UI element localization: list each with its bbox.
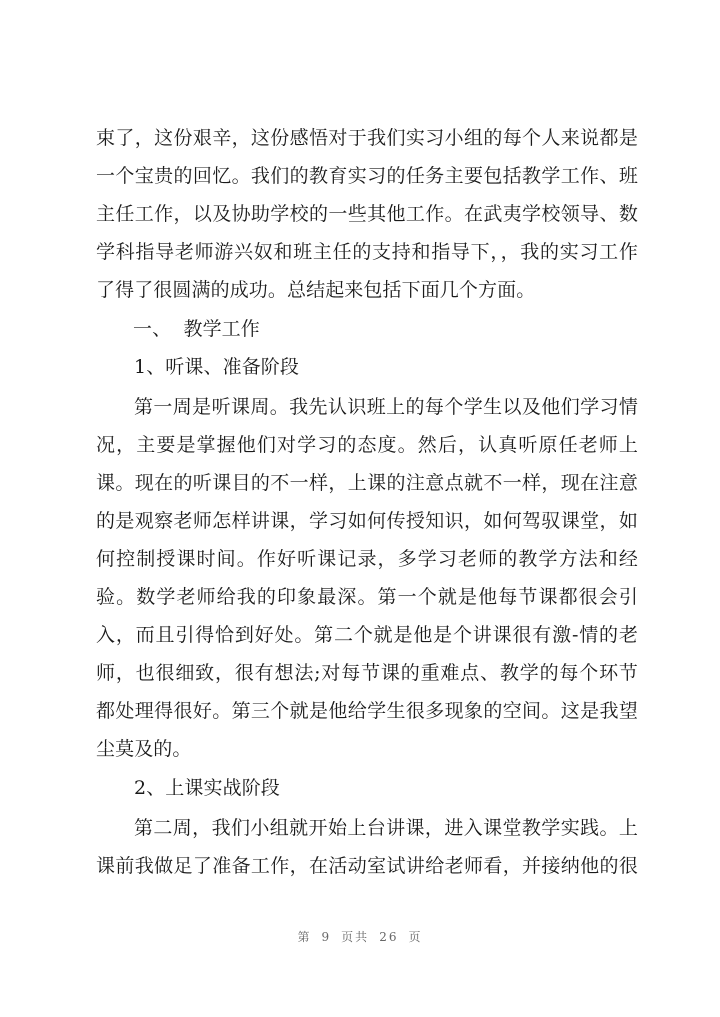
text-line: 的是观察老师怎样讲课，学习如何传授知识，如何驾驭课堂，如	[96, 510, 638, 532]
subsection-heading: 2、上课实战阶段	[134, 777, 280, 799]
section-heading: 一、 教学工作	[133, 318, 260, 340]
text-line: 课。现在的听课目的不一样，上课的注意点就不一样，现在注意	[96, 472, 638, 494]
text-line: 都处理得很好。第三个就是他给学生很多现象的空间。这是我望	[96, 700, 638, 722]
footer-page-number: 9	[321, 930, 332, 944]
footer-total-pages: 26	[379, 930, 399, 944]
text-line: 束了，这份艰辛，这份感悟对于我们实习小组的每个人来说都是	[96, 127, 638, 149]
text-line: 验。数学老师给我的印象最深。第一个就是他每节课都很会引	[96, 586, 638, 608]
text-line: 学科指导老师游兴奴和班主任的支持和指导下，，我的实习工作	[96, 241, 638, 263]
text-line: 了得了很圆满的成功。总结起来包括下面几个方面。	[96, 279, 536, 301]
text-line: 尘莫及的。	[96, 738, 192, 760]
footer-ye: 页	[408, 930, 423, 944]
text-line: 何控制授课时间。作好听课记录，多学习老师的教学方法和经	[96, 548, 638, 570]
text-line: 第一周是听课周。我先认识班上的每个学生以及他们学习情	[134, 396, 638, 418]
footer-di: 第	[297, 930, 312, 944]
text-line: 入，而且引得恰到好处。第二个就是他是个讲课很有激-情的老	[96, 624, 638, 646]
text-line: 课前我做足了准备工作，在活动室试讲给老师看，并接纳他的很	[96, 855, 638, 877]
text-line: 师，也很细致，很有想法;对每节课的重难点、教学的每个环节	[96, 662, 638, 684]
text-line: 一个宝贵的回忆。我们的教育实习的任务主要包括教学工作、班	[96, 165, 638, 187]
footer-ye-gong: 页共	[341, 930, 370, 944]
page-footer	[0, 928, 720, 945]
text-line: 第二周，我们小组就开始上台讲课，进入课堂教学实践。上	[134, 817, 638, 839]
subsection-heading: 1、听课、准备阶段	[134, 356, 299, 378]
text-line: 况，主要是掌握他们对学习的态度。然后，认真听原任老师上	[96, 434, 638, 456]
text-line: 主任工作，以及协助学校的一些其他工作。在武夷学校领导、数	[96, 203, 638, 225]
